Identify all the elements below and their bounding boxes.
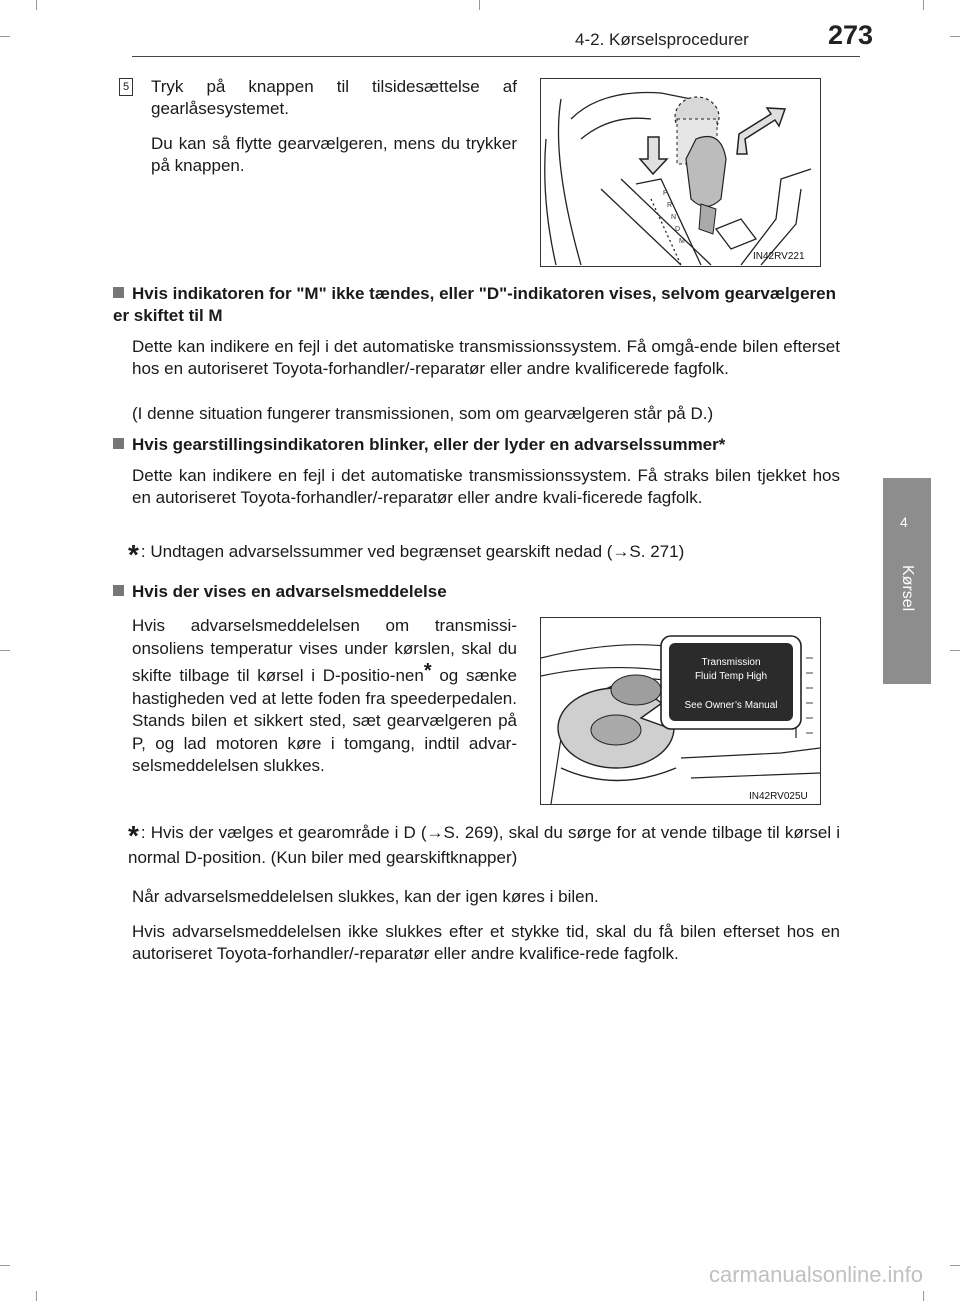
crop-mark [950,650,960,651]
crop-mark [0,650,10,651]
crop-mark [923,0,924,10]
chapter-tab-number: 4 [900,514,908,530]
svg-text:N: N [671,214,677,221]
crop-mark [950,36,960,37]
section-heading [113,283,848,327]
section-heading-text: Hvis gearstillingsindikatoren blinker, eller der lyder en advarselssummer* [132,435,726,454]
section-body [132,615,517,778]
svg-text:R: R [667,202,673,209]
crop-mark [479,0,480,10]
footnote-text: : Undtagen advarselssummer ved begrænset gearskift nedad (→S. 271) [140,542,685,561]
step-text: Tryk på knappen til tilsidesættelse af gearlåsesystemet. [151,77,517,118]
section-heading-text: Hvis indikatoren for "M" ikke tændes, eller "D"-indikatoren vises, selvom gearvælgeren er skiftet til M [113,284,836,325]
square-bullet-icon [113,438,124,449]
crop-mark [0,1265,10,1266]
section-heading-text: Hvis der vises en advarselsmeddelelse [132,582,447,601]
figure-code: IN42RV025U [749,791,808,802]
screen-line-1: Transmission [701,657,761,668]
shift-lever-override-illustration-icon [541,79,820,266]
footnote-text: : Hvis der vælges et gearområde i D (→S. 269), skal du sørge for at vende tilbage til kørsel i normal D-position. (Kun biler med gearskiftknapper) [128,823,840,867]
section-title: 4-2. Kørselsprocedurer [575,30,749,49]
svg-text:P: P [663,190,668,197]
crop-mark [0,36,10,37]
crop-mark [36,1291,37,1301]
section-body: Dette kan indikere en fejl i det automatiske transmissionssystem. Få straks bilen tjekket hos en autoriseret Toyota-forhandler/-reparatør eller andre kvali-ficerede fagfolk. [132,466,840,507]
chapter-tab-label: Kørsel [899,565,916,612]
header-rule [132,56,860,57]
crop-mark [923,1291,924,1301]
section-heading [113,581,613,603]
page-number: 273 [828,20,874,50]
crop-mark [36,0,37,10]
footnote-ref: * [423,660,432,682]
footnote [128,822,840,869]
step-subtext: Du kan så flytte gearvælgeren, mens du trykker på knappen. [151,134,517,175]
screen-line-3: See Owner’s Manual [684,700,778,711]
section-heading [113,434,848,456]
square-bullet-icon [113,585,124,596]
dashboard-warning-illustration-icon [541,618,820,804]
shift-lever-figure [540,78,821,267]
figure-code: IN42RV221 [753,251,805,262]
svg-text:M: M [679,238,685,245]
watermark: carmanualsonline.info [709,1262,924,1287]
svg-text:D: D [675,226,681,233]
section-body: Dette kan indikere en fejl i det automatiske transmissionssystem. Få omgå-ende bilen efterset hos en autoriseret Toyota-forhandler/-reparatør eller andre kvalificerede fagfolk. [132,337,840,378]
step-number: 5 [119,78,133,96]
dashboard-warning-figure [540,617,821,805]
section-body: Når advarselsmeddelelsen slukkes, kan der igen køres i bilen. [132,887,599,906]
screen-line-2: Fluid Temp High [694,671,768,682]
section-note: (I denne situation fungerer transmissionen, som om gearvælgeren står på D.) [132,404,714,423]
footnote-symbol: * [128,539,139,570]
crop-mark [950,1265,960,1266]
section-body-text: og sænke hastigheden ved at lette foden fra speederpedalen. Stands bilen et sikkert sted, sæt gearvælgeren på P, og lad motoren køre i tomgang, indtil advar-selsmeddelelsen slukkes. [132,666,517,775]
section-body-text: Hvis advarselsmeddelelsen om transmissi-onsoliens temperatur vises under kørslen, skal du skifte tilbage til kørsel i D-positio-nen [132,616,517,685]
footnote-symbol: * [128,820,139,851]
section-body: Hvis advarselsmeddelelsen ikke slukkes efter et stykke tid, skal du få bilen efterset hos en autoriseret Toyota-forhandler/-reparatør eller andre kvalifice-rede fagfolk. [132,922,840,963]
footnote [128,539,848,570]
square-bullet-icon [113,287,124,298]
